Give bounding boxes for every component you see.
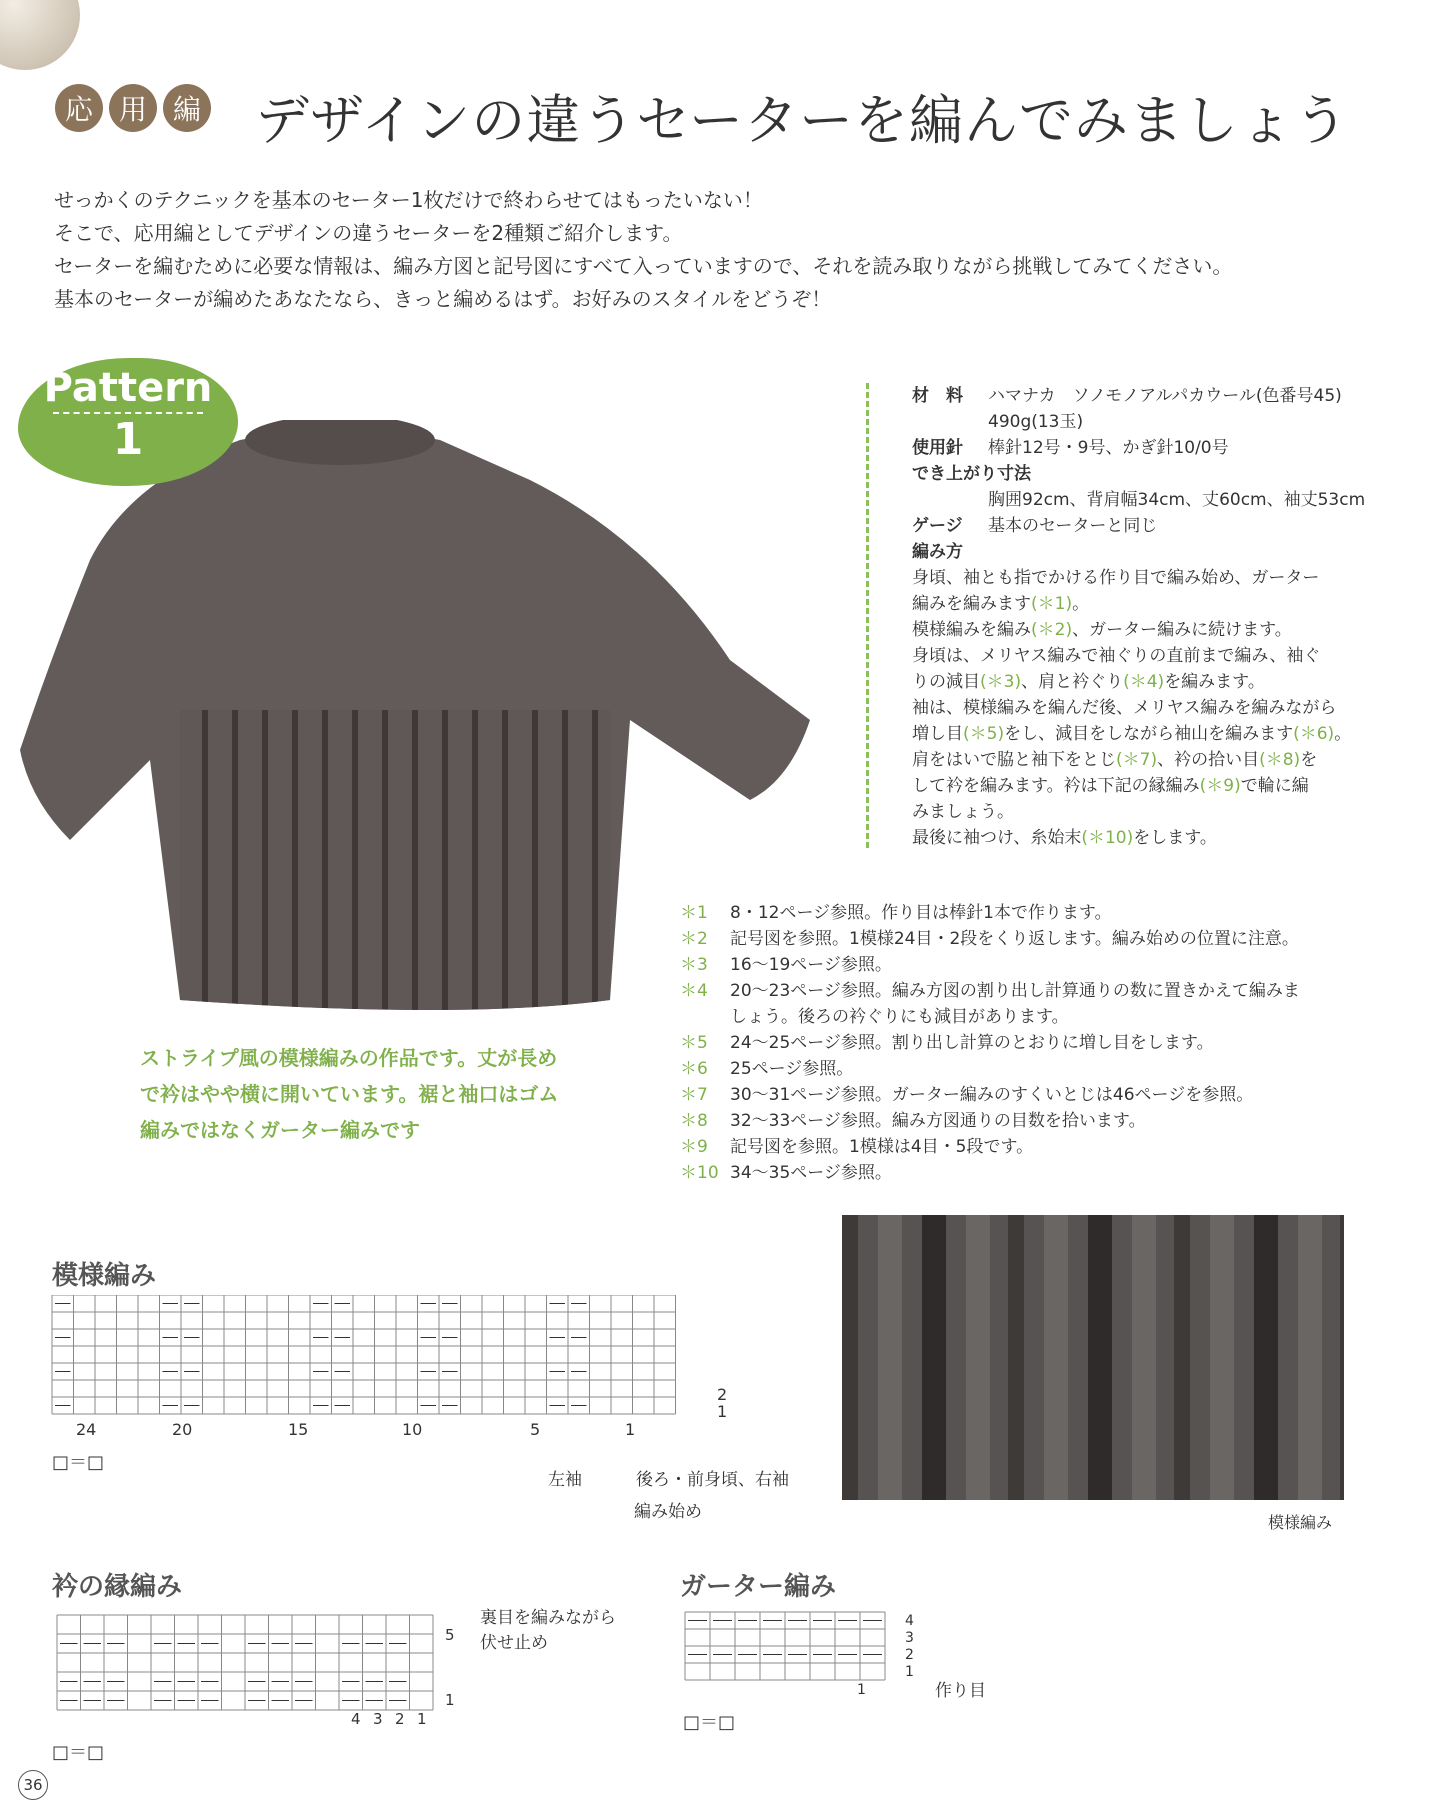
method-line: [912, 617, 1432, 643]
reference-mark: (＊2): [1031, 620, 1073, 640]
note-text: 24〜25ページ参照。割り出し計算のとおりに増し目をします。: [730, 1033, 1214, 1053]
intro-text: [54, 184, 1232, 316]
note-item: [680, 978, 1300, 1004]
method-text: を編みます。: [1164, 672, 1265, 692]
spec-value: 棒針12号・9号、かぎ針10/0号: [988, 438, 1229, 458]
note-mark: [680, 1004, 730, 1030]
note-item: [680, 952, 1300, 978]
caption-line: で衿はやや横に開いています。裾と袖口はゴム: [140, 1082, 559, 1106]
spec-key: でき上がり寸法: [912, 464, 1031, 484]
chart1-title: 模様編み: [52, 1261, 157, 1291]
reference-mark: (＊3): [980, 672, 1022, 692]
method-text: 袖は、模様編みを編んだ後、メリヤス編みを編みながら: [912, 698, 1337, 718]
divider: [866, 383, 869, 848]
pattern-number: 1: [112, 414, 144, 465]
spec-key: ゲージ: [912, 516, 963, 536]
row-label: 3: [905, 1630, 914, 1646]
chart3-title: ガーター編み: [680, 1572, 837, 1602]
col-label: 15: [288, 1420, 309, 1435]
row-label: 1: [717, 1402, 728, 1421]
pattern-label: [18, 358, 238, 486]
note-item: [680, 1160, 1300, 1186]
method-text: をし、減目をしながら袖山を編みます: [1004, 724, 1294, 744]
method-text: をします。: [1133, 828, 1217, 848]
note-text: しょう。後ろの衿ぐりにも減目があります。: [730, 1007, 1069, 1027]
method-text: 、ガーター編みに続けます。: [1072, 620, 1292, 640]
row-label: 5: [445, 1626, 455, 1644]
note-text: 34〜35ページ参照。: [730, 1163, 892, 1183]
badge-3: 編: [163, 84, 211, 132]
col-label: 1: [857, 1682, 866, 1698]
note-text: 記号図を参照。1模様は4目・5段です。: [730, 1137, 1034, 1157]
yarn-ball-image: [0, 0, 80, 70]
caption-line: 編みではなくガーター編みです: [140, 1118, 420, 1142]
reference-mark: (＊7): [1116, 750, 1158, 770]
swatch-caption: 模様編み: [1268, 1513, 1333, 1532]
left-sleeve-label: 左袖: [548, 1470, 582, 1490]
note-item: [680, 926, 1300, 952]
method-text: 最後に袖つけ、糸始末: [912, 828, 1082, 848]
note-mark: ＊5: [680, 1033, 708, 1053]
note-text: 25ページ参照。: [730, 1059, 854, 1079]
note-mark: ＊6: [680, 1059, 708, 1079]
method-line: [912, 747, 1432, 773]
method-line: [912, 799, 1432, 825]
notes-list: [680, 900, 1300, 1186]
spec-value: 490g(13玉): [988, 412, 1084, 432]
badge-2: 用: [109, 84, 157, 132]
pattern-title: Pattern: [43, 365, 213, 411]
row-label: 1: [445, 1691, 455, 1709]
note-text: 32〜33ページ参照。編み方図通りの目数を拾います。: [730, 1111, 1146, 1131]
col-label: 1: [625, 1420, 636, 1435]
note-mark: ＊8: [680, 1111, 708, 1131]
reference-mark: (＊8): [1259, 750, 1301, 770]
row-label: 2: [905, 1647, 914, 1663]
note-mark: ＊4: [680, 981, 708, 1001]
col-label: 3: [373, 1710, 383, 1728]
col-label: 10: [402, 1420, 423, 1435]
reference-mark: (＊5): [963, 724, 1005, 744]
intro-line: 基本のセーターが編めたあなたなら、きっと編めるはず。お好みのスタイルをどうぞ！: [54, 287, 832, 311]
chart3-key: □＝□: [683, 1712, 736, 1733]
note-mark: ＊3: [680, 955, 708, 975]
method-text: 、肩と衿ぐり: [1021, 672, 1124, 692]
method-line: [912, 825, 1432, 851]
method-text: [912, 565, 1432, 851]
note-item: [680, 1134, 1300, 1160]
method-text: 編みを編みます: [912, 594, 1031, 614]
method-text: 。: [1072, 594, 1090, 614]
row-label: 4: [905, 1613, 914, 1629]
method-text: 模様編みを編み: [912, 620, 1031, 640]
method-line: [912, 721, 1432, 747]
method-text: 。: [1334, 724, 1352, 744]
note-item: [680, 1108, 1300, 1134]
note-text: 20〜23ページ参照。編み方図の割り出し計算通りの数に置きかえて編みま: [730, 981, 1300, 1001]
method-text: 身頃、袖とも指でかける作り目で編み始め、ガーター: [912, 568, 1320, 588]
method-text: 身頃は、メリヤス編みで袖ぐりの直前まで編み、袖ぐ: [912, 646, 1321, 666]
photo-caption: [140, 1040, 558, 1148]
method-text: で輪に編: [1240, 776, 1309, 796]
chart2-grid: [55, 1605, 475, 1730]
chart1-key: □＝□: [52, 1452, 105, 1473]
col-label: 2: [395, 1710, 405, 1728]
method-line: [912, 773, 1432, 799]
spec-key: 使用針: [912, 438, 963, 458]
method-text: みましょう。: [912, 802, 1014, 822]
method-line: [912, 669, 1432, 695]
col-label: 4: [351, 1710, 361, 1728]
chart3-grid: [683, 1610, 923, 1700]
chart2-title: 衿の縁編み: [52, 1572, 183, 1602]
method-text: を: [1300, 750, 1318, 770]
col-label: 24: [76, 1420, 97, 1435]
method-line: [912, 591, 1432, 617]
col-label: 5: [530, 1420, 541, 1435]
note-mark: ＊2: [680, 929, 708, 949]
reference-mark: (＊9): [1199, 776, 1241, 796]
spec-block: [912, 383, 1432, 851]
spec-value: 胸囲92cm、背肩幅34cm、丈60cm、袖丈53cm: [988, 490, 1366, 510]
intro-line: そこで、応用編としてデザインの違うセーターを2種類ご紹介します。: [54, 221, 683, 245]
row-label: 1: [905, 1664, 914, 1680]
note-mark: ＊1: [680, 903, 708, 923]
method-line: [912, 695, 1432, 721]
note-text: 16〜19ページ参照。: [730, 955, 892, 975]
col-label: 20: [172, 1420, 193, 1435]
page-title: デザインの違うセーターを編んでみましょう: [255, 89, 1350, 152]
spec-key: 材 料: [912, 386, 963, 406]
caption-line: ストライプ風の模様編みの作品です。丈が長め: [140, 1046, 558, 1070]
method-text: 、衿の拾い目: [1157, 750, 1260, 770]
reference-mark: (＊10): [1081, 828, 1134, 848]
page-number: 36: [18, 1770, 48, 1800]
method-line: [912, 643, 1432, 669]
method-text: 肩をはいで脇と袖下をとじ: [912, 750, 1116, 770]
note-mark: ＊10: [680, 1163, 719, 1183]
note-item: [680, 1004, 1300, 1030]
note-text: 記号図を参照。1模様24目・2段をくり返します。編み始めの位置に注意。: [730, 929, 1299, 949]
note-text: 30〜31ページ参照。ガーター編みのすくいとじは46ページを参照。: [730, 1085, 1254, 1105]
body-label: 後ろ・前身頃、右袖: [636, 1470, 789, 1490]
note-item: [680, 900, 1300, 926]
note-item: [680, 1082, 1300, 1108]
note-text: 8・12ページ参照。作り目は棒針1本で作ります。: [730, 903, 1112, 923]
row-label: 2: [717, 1385, 728, 1404]
method-text: 増し目: [912, 724, 963, 744]
intro-line: せっかくのテクニックを基本のセーター1枚だけで終わらせてはもったいない！: [54, 188, 763, 212]
badge-1: 応: [55, 84, 103, 132]
reference-mark: (＊1): [1031, 594, 1073, 614]
note-item: [680, 1056, 1300, 1082]
cast-on-note: 作り目: [935, 1681, 986, 1701]
method-line: [912, 565, 1432, 591]
spec-value: 基本のセーターと同じ: [988, 516, 1158, 536]
note-item: [680, 1030, 1300, 1056]
spec-value: ハマナカ ソノモノアルパカウール(色番号45): [988, 386, 1342, 406]
note-mark: ＊7: [680, 1085, 708, 1105]
section-badges: [55, 84, 211, 132]
method-text: して衿を編みます。衿は下記の縁編み: [912, 776, 1200, 796]
method-text: りの減目: [912, 672, 980, 692]
start-label: 編み始め: [634, 1502, 702, 1522]
note-mark: ＊9: [680, 1137, 708, 1157]
chart2-key: □＝□: [52, 1742, 105, 1763]
swatch-photo: [842, 1215, 1344, 1500]
chart1-grid: [50, 1295, 790, 1435]
col-label: 1: [417, 1710, 427, 1728]
reference-mark: (＊4): [1123, 672, 1165, 692]
bind-off-note: 裏目を編みながら 伏せ止め: [480, 1608, 616, 1653]
spec-key: 編み方: [912, 542, 963, 562]
reference-mark: (＊6): [1293, 724, 1335, 744]
intro-line: セーターを編むために必要な情報は、編み方図と記号図にすべて入っていますので、それを読み取りながら挑戦してみてください。: [54, 254, 1233, 278]
